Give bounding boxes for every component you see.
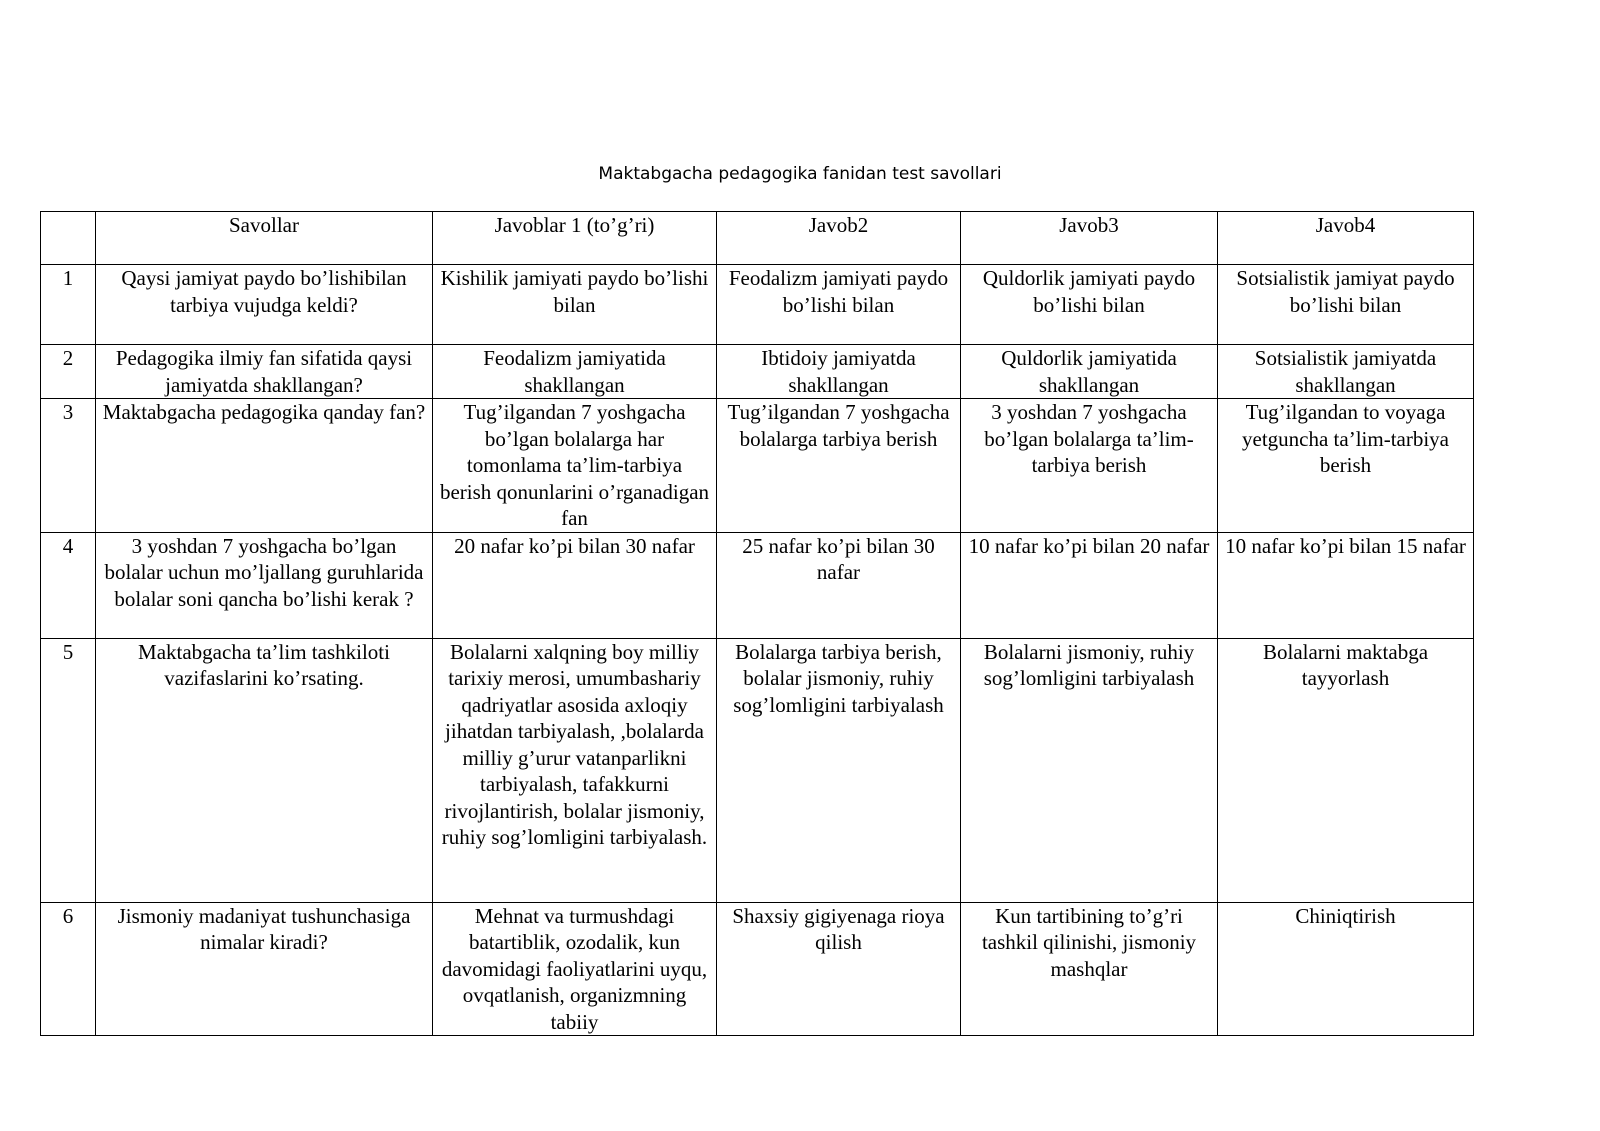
- question-cell: Jismoniy madaniyat tushunchasiga nimalar kiradi?: [96, 902, 433, 1036]
- table-row: [41, 399, 1474, 533]
- answer-3-cell: Quldorlik jamiyatida shakllangan: [961, 345, 1218, 399]
- header-number: [41, 212, 96, 265]
- table-header-row: [41, 212, 1474, 265]
- row-number: 3: [41, 399, 96, 533]
- document-title: Maktabgacha pedagogika fanidan test savollari: [598, 164, 1002, 184]
- table-row: [41, 345, 1474, 399]
- question-cell: Maktabgacha ta’lim tashkiloti vazifaslarini ko’rsating.: [96, 638, 433, 902]
- header-questions: Savollar: [96, 212, 433, 265]
- answer-1-cell: Tug’ilgandan 7 yoshgacha bo’lgan bolalarga har tomonlama ta’lim-tarbiya berish qonunlarini o’rganadigan fan: [433, 399, 717, 533]
- header-answer-3: Javob3: [961, 212, 1218, 265]
- header-answer-2: Javob2: [717, 212, 961, 265]
- answer-3-cell: 10 nafar ko’pi bilan 20 nafar: [961, 532, 1218, 638]
- answer-4-cell: Chiniqtirish: [1218, 902, 1474, 1036]
- header-answer-4: Javob4: [1218, 212, 1474, 265]
- question-cell: Pedagogika ilmiy fan sifatida qaysi jamiyatda shakllangan?: [96, 345, 433, 399]
- answer-1-cell: Bolalarni xalqning boy milliy tarixiy merosi, umumbashariy qadriyatlar asosida axloqiy jihatdan tarbiyalash, ,bolalarda milliy g’urur vatanparlikni tarbiyalash, tafakkurni rivojlantirish, bolalar jismoniy, ruhiy sog’lomligini tarbiyalash.: [433, 638, 717, 902]
- answer-2-cell: Feodalizm jamiyati paydo bo’lishi bilan: [717, 265, 961, 345]
- answer-3-cell: Bolalarni jismoniy, ruhiy sog’lomligini tarbiyalash: [961, 638, 1218, 902]
- answer-2-cell: Shaxsiy gigiyenaga rioya qilish: [717, 902, 961, 1036]
- answer-1-cell: Mehnat va turmushdagi batartiblik, ozodalik, kun davomidagi faoliyatlarini uyqu, ovqatlanish, organizmning tabiiy: [433, 902, 717, 1036]
- table-row: [41, 902, 1474, 1036]
- answer-2-cell: 25 nafar ko’pi bilan 30 nafar: [717, 532, 961, 638]
- answer-3-cell: Kun tartibining to’g’ri tashkil qilinishi, jismoniy mashqlar: [961, 902, 1218, 1036]
- answer-1-cell: Feodalizm jamiyatida shakllangan: [433, 345, 717, 399]
- row-number: 2: [41, 345, 96, 399]
- test-questions-table: [40, 211, 1474, 1036]
- answer-4-cell: Sotsialistik jamiyatda shakllangan: [1218, 345, 1474, 399]
- answer-4-cell: 10 nafar ko’pi bilan 15 nafar: [1218, 532, 1474, 638]
- answer-4-cell: Bolalarni maktabga tayyorlash: [1218, 638, 1474, 902]
- row-number: 4: [41, 532, 96, 638]
- answer-2-cell: Ibtidoiy jamiyatda shakllangan: [717, 345, 961, 399]
- row-number: 1: [41, 265, 96, 345]
- answer-1-cell: Kishilik jamiyati paydo bo’lishi bilan: [433, 265, 717, 345]
- answer-3-cell: Quldorlik jamiyati paydo bo’lishi bilan: [961, 265, 1218, 345]
- answer-4-cell: Tug’ilgandan to voyaga yetguncha ta’lim-tarbiya berish: [1218, 399, 1474, 533]
- answer-1-cell: 20 nafar ko’pi bilan 30 nafar: [433, 532, 717, 638]
- question-cell: Maktabgacha pedagogika qanday fan?: [96, 399, 433, 533]
- table-row: [41, 532, 1474, 638]
- question-cell: Qaysi jamiyat paydo bo’lishibilan tarbiya vujudga keldi?: [96, 265, 433, 345]
- answer-2-cell: Tug’ilgandan 7 yoshgacha bolalarga tarbiya berish: [717, 399, 961, 533]
- table-row: [41, 638, 1474, 902]
- answer-4-cell: Sotsialistik jamiyat paydo bo’lishi bilan: [1218, 265, 1474, 345]
- answer-2-cell: Bolalarga tarbiya berish, bolalar jismoniy, ruhiy sog’lomligini tarbiyalash: [717, 638, 961, 902]
- answer-3-cell: 3 yoshdan 7 yoshgacha bo’lgan bolalarga ta’lim-tarbiya berish: [961, 399, 1218, 533]
- header-answer-1: Javoblar 1 (to’g’ri): [433, 212, 717, 265]
- row-number: 5: [41, 638, 96, 902]
- table-row: [41, 265, 1474, 345]
- question-cell: 3 yoshdan 7 yoshgacha bo’lgan bolalar uchun mo’ljallang guruhlarida bolalar soni qancha bo’lishi kerak ?: [96, 532, 433, 638]
- row-number: 6: [41, 902, 96, 1036]
